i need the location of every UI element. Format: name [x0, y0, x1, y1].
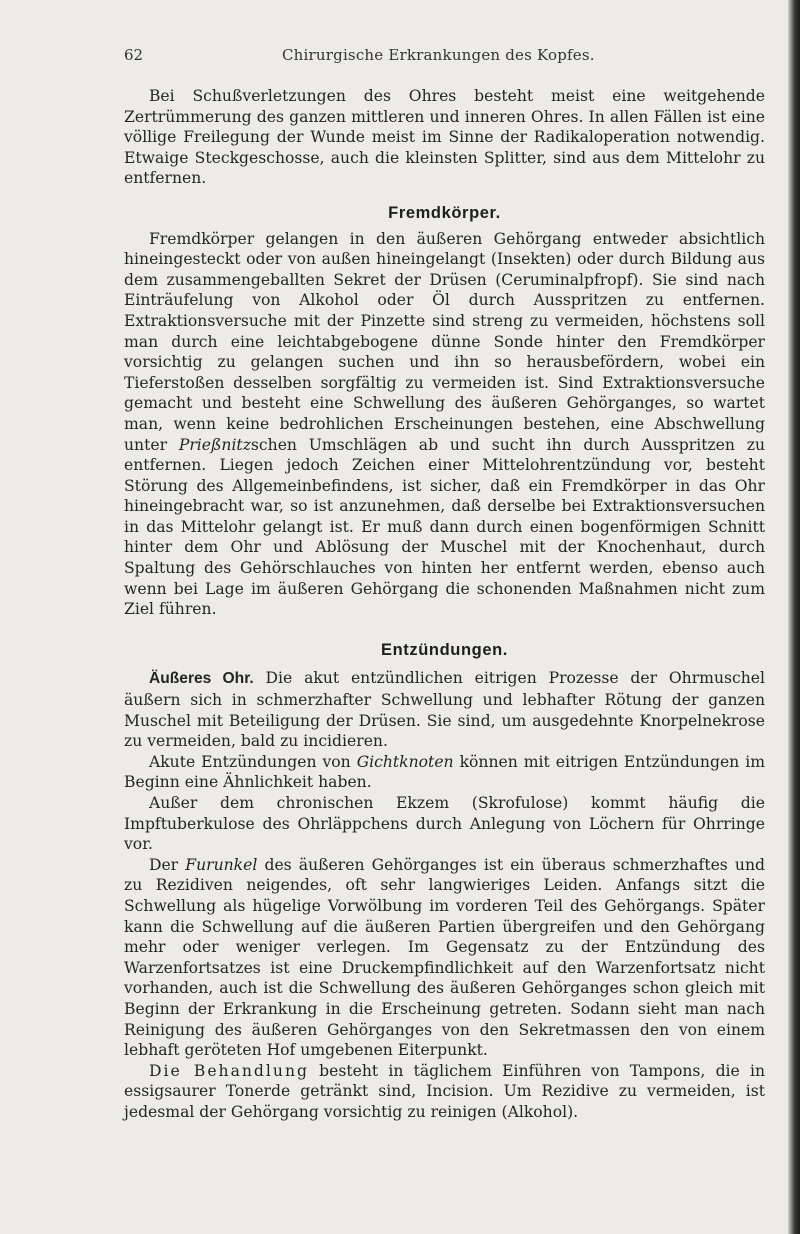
ekzem-paragraph: Außer dem chronischen Ekzem (Skrofulose) kommt häufig die Impftuberkulose des Ohrläppchens durch Anlegung von Löchern für Ohrringe vor. — [124, 794, 765, 854]
italic-name: Prießnitz — [178, 435, 251, 454]
text-run: besteht in täglichem Einführen von Tampons, die in essigsaurer Tonerde getränkt sind, Incision. Um Rezidive zu vermeiden, ist jedesmal der Gehörgang vorsichtig zu reinigen (Alkohol). — [124, 1061, 765, 1121]
aeusseres-ohr-paragraph — [124, 668, 765, 751]
section-heading-entzuendungen: Entzündungen. — [381, 640, 508, 659]
text-run: Die akut entzündlichen eitrigen Prozesse der Ohrmuschel äußern sich in schmerzhafter Schwellung und lebhafter Rötung der ganzen Muschel mit Beteiligung der Drüsen. Sie sind, um ausgedehnte Knorpelnekrose zu vermeiden, bald zu incidieren. — [124, 669, 765, 751]
behandlung-paragraph — [124, 1061, 765, 1123]
italic-term: Gichtknoten — [356, 752, 454, 771]
section-heading-fremdkoerper: Fremdkörper. — [388, 203, 501, 222]
text-run: des äußeren Gehörganges ist ein überaus schmerzhaftes und zu Rezidiven neigendes, oft sehr langwieriges Leiden. Anfangs sitzt die Schwellung als hügelige Vorwölbung im vorderen Teil des Gehörgangs. Später kann die Schwellung auf die äußeren Partien übergreifen und den Gehörgang mehr oder weniger verlegen. Im Gegensatz zu der Entzündung des Warzenfortsatzes ist eine Druckempfindlichkeit auf den Warzenfortsatz nicht vorhanden, auch ist die Schwellung des äußeren Gehörganges schon gleich mit Beginn der Erkrankung in die Erscheinung getreten. Sodann sieht man nach Reinigung des äußeren Gehörganges von den Sekretmassen den von einem lebhaft geröteten Hof umgebenen Eiterpunkt. — [124, 855, 765, 1060]
text-run: Fremdkörper gelangen in den äußeren Gehörgang entweder absichtlich hineingesteckt oder von außen hineingelangt (Insekten) oder durch Bildung aus dem zusammengeballten Sekret der Drüsen (Ceruminalpfropf). Sie sind nach Einträufelung von Alkohol oder Öl durch Ausspritzen zu entfernen. Extraktionsversuche mit der Pinzette sind streng zu vermeiden, höchstens soll man durch eine leichtabgebogene dünne Sonde hinter den Fremdkörper vorsichtig zu gelangen suchen und ihn so herausbefördern, wobei ein Tieferstoßen desselben sorgfältig zu vermeiden ist. Sind Extraktionsversuche gemacht und besteht eine Schwellung des äußeren Gehörganges, so wartet man, wenn keine bedrohlichen Erscheinungen bestehen, eine Abschwellung unter — [124, 229, 765, 454]
gichtknoten-paragraph — [124, 752, 765, 793]
text-run: Akute Entzündungen von — [148, 752, 357, 771]
page-header — [124, 46, 764, 66]
furunkel-paragraph — [124, 855, 765, 1061]
text-run: Der — [148, 855, 186, 874]
fremdkoerper-paragraph — [124, 229, 765, 620]
page-edge-shadow — [788, 0, 800, 1234]
run-in-heading: Äußeres Ohr. — [148, 670, 254, 688]
text-run: schen Umschlägen ab und sucht ihn durch Ausspritzen zu entfernen. Liegen jedoch Zeichen einer Mittelohrentzündung vor, besteht Störung des Allgemeinbefindens, ist sicher, daß ein Fremdkörper in das Ohr hineingebracht war, so ist anzunehmen, daß derselbe bei Extraktionsversuchen in das Mittelohr gelangt ist. Er muß dann durch einen bogenförmigen Schnitt hinter dem Ohr und Ablösung der Muschel mit der Knochenhaut, durch Spaltung des Gehörschlauches von hinten her entfernt werden, ebenso auch wenn bei Lage im äußeren Gehörgang die schonenden Maßnahmen nicht zum Ziel führen. — [124, 435, 765, 619]
intro-paragraph: Bei Schußverletzungen des Ohres besteht meist eine weitgehende Zertrümmerung des ganzen mittleren und inneren Ohres. In allen Fällen ist eine völlige Freilegung der Wunde meist im Sinne der Radikaloperation notwendig. Etwaige Steckgeschosse, auch die kleinsten Splitter, sind aus dem Mittelohr zu entfernen. — [124, 87, 765, 188]
page-body — [124, 86, 765, 1123]
running-title: Chirurgische Erkrankungen des Kopfes. — [282, 46, 595, 64]
spaced-term: Die Behandlung — [148, 1061, 309, 1080]
italic-term: Furunkel — [185, 855, 258, 874]
page-number: 62 — [124, 46, 144, 64]
text-run: können mit eitrigen Entzündungen im Beginn eine Ähnlichkeit haben. — [124, 752, 765, 792]
